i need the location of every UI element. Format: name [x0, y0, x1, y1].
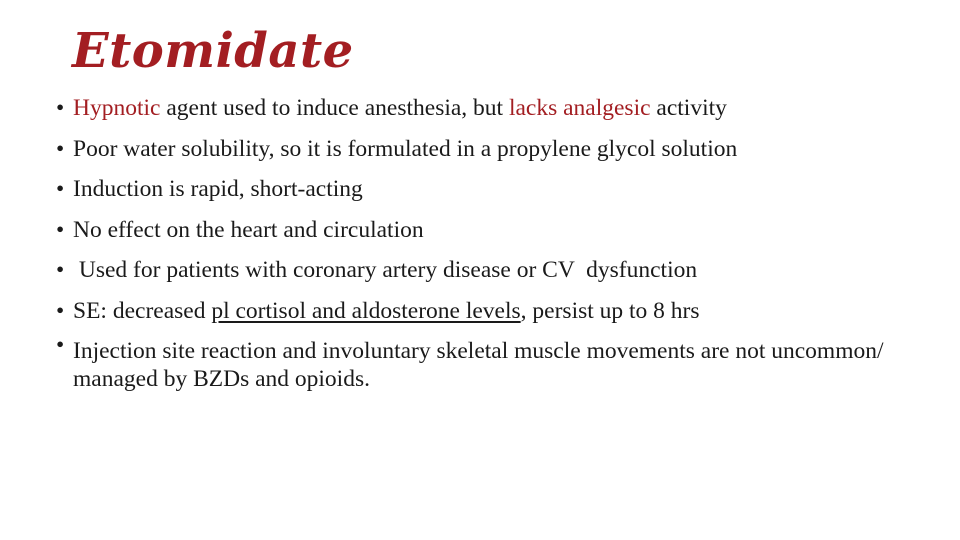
bullet-dot-icon: •: [56, 135, 65, 162]
highlight-term: Hypnotic: [73, 95, 161, 121]
highlight-term: lacks analgesic: [508, 95, 651, 121]
bullet-dot-icon: •: [56, 257, 65, 283]
bullet-dot-icon: •: [56, 176, 65, 202]
bullet-item: [56, 331, 936, 393]
bullet-list: [56, 88, 936, 393]
bullet-item: [56, 291, 936, 332]
bullet-text: , persist up to 8 hrs: [520, 297, 700, 324]
bullet-text: SE: decreased: [73, 297, 212, 324]
bullet-text: Injection site reaction and involuntary skeletal muscle movements are not uncommon/ managed by BZDs and opioids.: [73, 338, 884, 392]
bullet-item: [56, 169, 936, 210]
bullet-text: Poor water solubility, so it is formulated in a propylene glycol solution: [73, 135, 738, 162]
bullet-item: [56, 250, 936, 291]
underlined-term: pl cortisol and aldosterone levels: [211, 297, 521, 324]
bullet-dot-icon: •: [56, 95, 65, 121]
bullet-dot-icon: •: [56, 216, 65, 243]
bullet-text: Induction is rapid, short-acting: [73, 176, 363, 202]
bullet-item: [56, 129, 936, 170]
bullet-dot-icon: •: [56, 332, 65, 358]
slide-title: Etomidate: [72, 23, 354, 79]
bullet-text: Used for patients with coronary artery disease or CV dysfunction: [73, 257, 698, 283]
bullet-text: No effect on the heart and circulation: [73, 216, 424, 243]
bullet-text: activity: [650, 95, 727, 121]
bullet-item: [56, 88, 936, 129]
bullet-item: [56, 210, 936, 251]
bullet-text: agent used to induce anesthesia, but: [160, 95, 509, 121]
bullet-dot-icon: •: [56, 297, 65, 324]
